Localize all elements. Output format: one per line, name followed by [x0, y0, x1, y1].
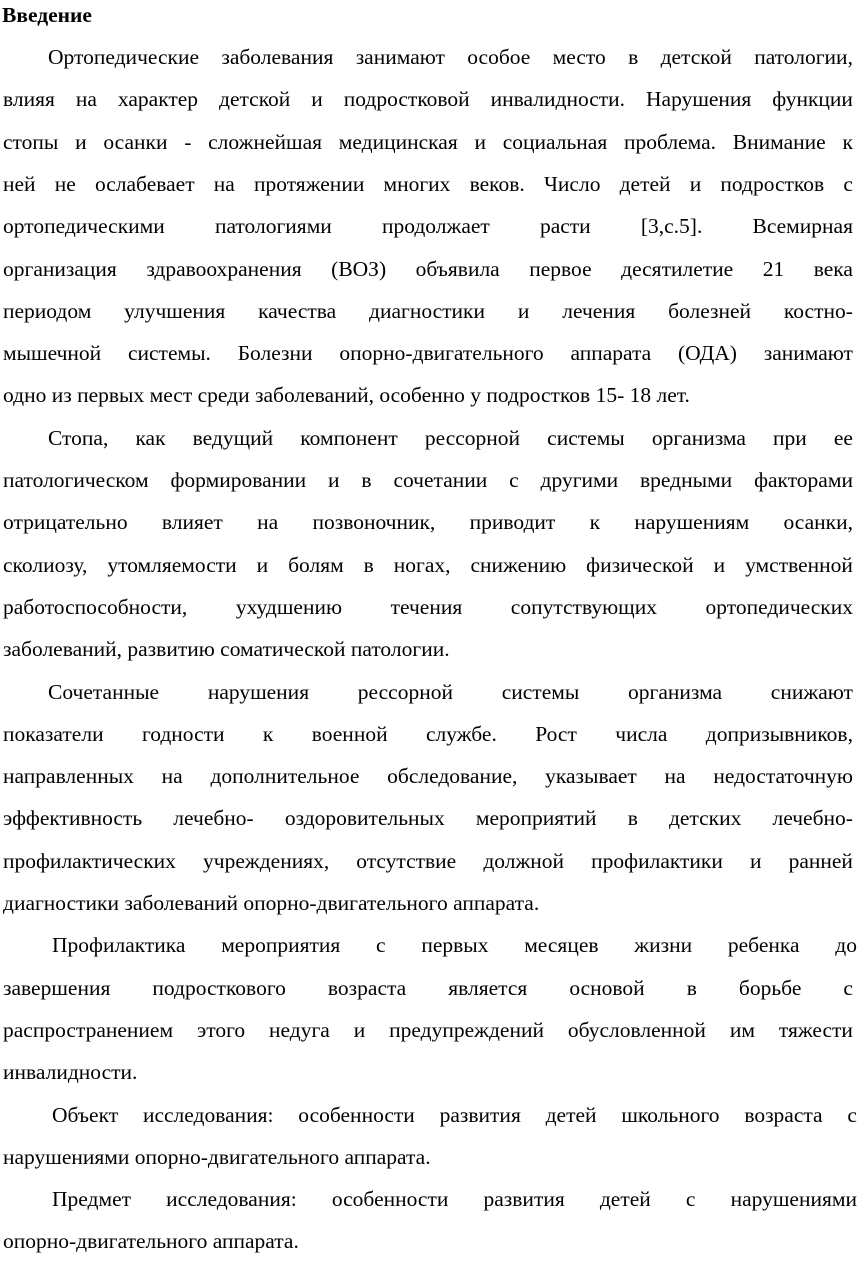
paragraph-line: Ортопедические заболевания занимают особое место в детской патологии,	[48, 45, 853, 69]
paragraph-line: направленных на дополнительное обследование, указывает на недостаточную	[3, 764, 853, 789]
paragraph-line: работоспособности, ухудшению течения сопутствующих ортопедических	[3, 594, 853, 619]
paragraph-line: периодом улучшения качества диагностики и лечения болезней костно-	[3, 298, 853, 323]
paragraph-line: инвалидности.	[3, 1060, 138, 1085]
paragraph-line: распространением этого недуга и предупреждений обусловленной им тяжести	[3, 1017, 853, 1042]
paragraph-line: показатели годности к военной службе. Рост числа допризывников,	[3, 721, 853, 746]
paragraph-line: эффективность лечебно- оздоровительных мероприятий в детских лечебно-	[3, 806, 853, 831]
paragraph-line: стопы и осанки - сложнейшая медицинская и социальная проблема. Внимание к	[3, 129, 853, 154]
paragraph-line: одно из первых мест среди заболеваний, особенно у подростков 15- 18 лет.	[3, 383, 690, 408]
paragraph-line: патологическом формировании и в сочетании с другими вредными факторами	[3, 468, 853, 492]
paragraph-line: опорно-двигательного аппарата.	[3, 1229, 299, 1254]
paragraph-line: мышечной системы. Болезни опорно-двигательного аппарата (ОДА) занимают	[3, 341, 853, 366]
paragraph-line: завершения подросткового возраста является основой в борьбе с	[3, 975, 853, 1000]
paragraph-line: Объект исследования: особенности развития детей школьного возраста с	[52, 1102, 857, 1127]
paragraph-line: влияя на характер детской и подростковой инвалидности. Нарушения функции	[3, 87, 853, 112]
paragraph-line: сколиозу, утомляемости и болям в ногах, снижению физической и умственной	[3, 552, 853, 577]
paragraph-line: диагностики заболеваний опорно-двигательного аппарата.	[3, 891, 540, 915]
paragraph-line: профилактических учреждениях, отсутствие должной профилактики и ранней	[3, 848, 853, 873]
paragraph-line: ней не ослабевает на протяжении многих веков. Число детей и подростков с	[3, 171, 853, 196]
paragraph-line: заболеваний, развитию соматической патологии.	[3, 637, 450, 662]
paragraph-line: нарушениями опорно-двигательного аппарата.	[3, 1144, 431, 1169]
paragraph-line: отрицательно влияет на позвоночник, приводит к нарушениям осанки,	[3, 510, 853, 535]
paragraph-line: Стопа, как ведущий компонент рессорной системы организма при ее	[48, 425, 853, 450]
paragraph-line: Профилактика мероприятия с первых месяцев жизни ребенка до	[52, 933, 857, 958]
paragraph-line: Сочетанные нарушения рессорной системы организма снижают	[48, 679, 853, 704]
paragraph-line: ортопедическими патологиями продолжает расти [3,с.5]. Всемирная	[3, 214, 853, 239]
paragraph-line: организация здравоохранения (ВОЗ) объявила первое десятилетие 21 века	[3, 256, 853, 281]
paragraph-line: Предмет исследования: особенности развития детей с нарушениями	[52, 1187, 857, 1212]
document-title: Введение	[2, 3, 92, 27]
